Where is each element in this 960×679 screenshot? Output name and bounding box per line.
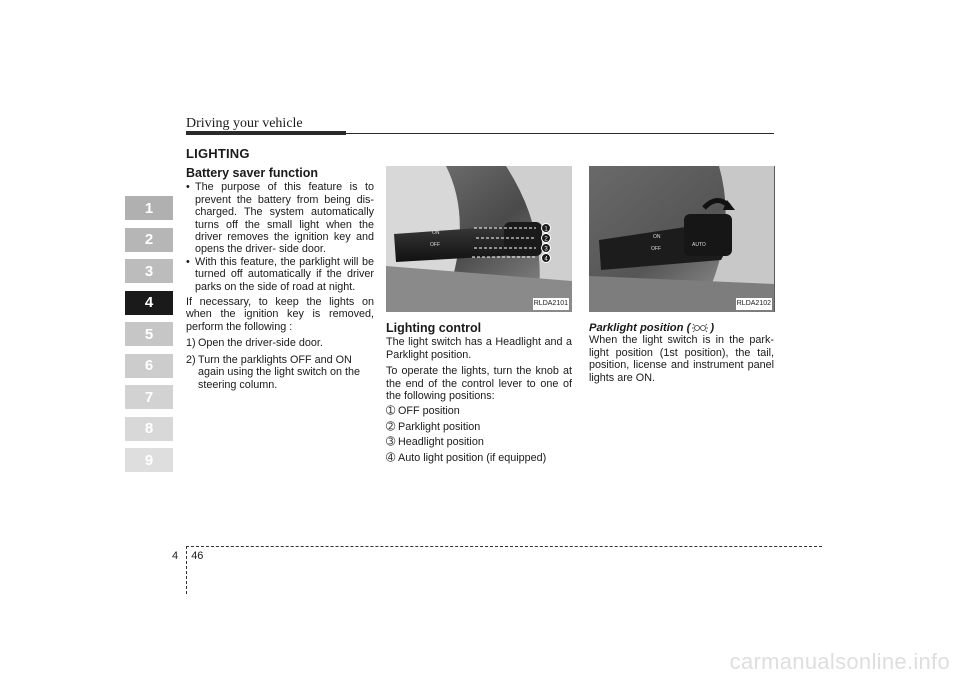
chapter-tab-1[interactable]: 1 — [125, 196, 173, 220]
chapter-tab-9[interactable]: 9 — [125, 448, 173, 472]
battery-saver-heading: Battery saver function — [186, 166, 318, 180]
position-marker-3: 3 — [544, 246, 548, 253]
chapter-tabs — [125, 196, 173, 480]
chapter-tab-7[interactable]: 7 — [125, 385, 173, 409]
chapter-tab-3[interactable]: 3 — [125, 259, 173, 283]
position-marker-4: 4 — [544, 256, 548, 263]
figure-parklight-position — [589, 166, 775, 312]
parklight-switch-photo — [589, 166, 774, 312]
switch-label-off: OFF — [651, 246, 661, 252]
lighting-control-heading: Lighting control — [386, 321, 482, 335]
list-item: • With this feature, the parklight will be turned off automatically if the driver parks on the side of road at night. — [186, 255, 374, 293]
chapter-tab-2[interactable]: 2 — [125, 228, 173, 252]
list-item: ➀ OFF position — [386, 405, 460, 418]
list-item: ➁ Parklight position — [386, 420, 481, 433]
battery-saver-column — [186, 167, 374, 391]
running-header: Driving your vehicle — [186, 116, 303, 131]
figure-code: RLDA2101 — [533, 298, 569, 310]
header-bar — [186, 131, 346, 135]
list-item: 2) Turn the parklights OFF and ON again using the light switch on the steering column. — [186, 353, 361, 391]
parklight-heading: Parklight position ( ) — [589, 322, 715, 334]
parklight-icon — [692, 323, 708, 333]
header-rule — [346, 133, 774, 134]
watermark: carmanualsonline.info — [729, 649, 950, 674]
chapter-tab-5[interactable]: 5 — [125, 322, 173, 346]
switch-label-off: OFF — [430, 242, 440, 248]
figure-code: RLDA2102 — [736, 298, 772, 310]
list-item: ➂ Headlight position — [386, 436, 484, 449]
position-marker-2: 2 — [544, 236, 548, 243]
list-item: 1) Open the driver-side door. — [186, 337, 323, 350]
switch-label-auto: AUTO — [692, 242, 706, 248]
figure-light-switch-positions — [386, 166, 572, 312]
footer-rule — [186, 546, 822, 547]
parklight-column — [589, 166, 774, 384]
list-item: • The purpose of this feature is to prevent the battery from being dis-charged. The system automatically turns off the small light when the driver removes the ignition key and opens the driver- side door. — [186, 181, 374, 256]
light-switch-photo — [386, 166, 572, 312]
page-number: 4 46 — [172, 550, 204, 562]
position-marker-1: 1 — [544, 226, 548, 233]
lighting-control-p1: The light switch has a Headlight and a Parklight position. — [386, 336, 572, 361]
lighting-control-column — [386, 166, 572, 464]
list-item: ➃ Auto light position (if equipped) — [386, 451, 547, 464]
battery-saver-intro: If necessary, to keep the lights on when the ignition key is removed, perform the following : — [186, 296, 374, 333]
switch-label-on: ON — [653, 234, 661, 240]
parklight-text: When the light switch is in the park-light position (1st position), the tail, position, license and instrument panel lights are ON. — [589, 334, 774, 384]
chapter-tab-8[interactable]: 8 — [125, 417, 173, 441]
switch-label-on: ON — [432, 230, 440, 236]
lighting-control-p2: To operate the lights, turn the knob at the end of the control lever to one of the following positions: — [386, 365, 572, 403]
section-title: LIGHTING — [186, 146, 250, 161]
chapter-tab-4[interactable]: 4 — [125, 291, 173, 315]
chapter-tab-6[interactable]: 6 — [125, 354, 173, 378]
